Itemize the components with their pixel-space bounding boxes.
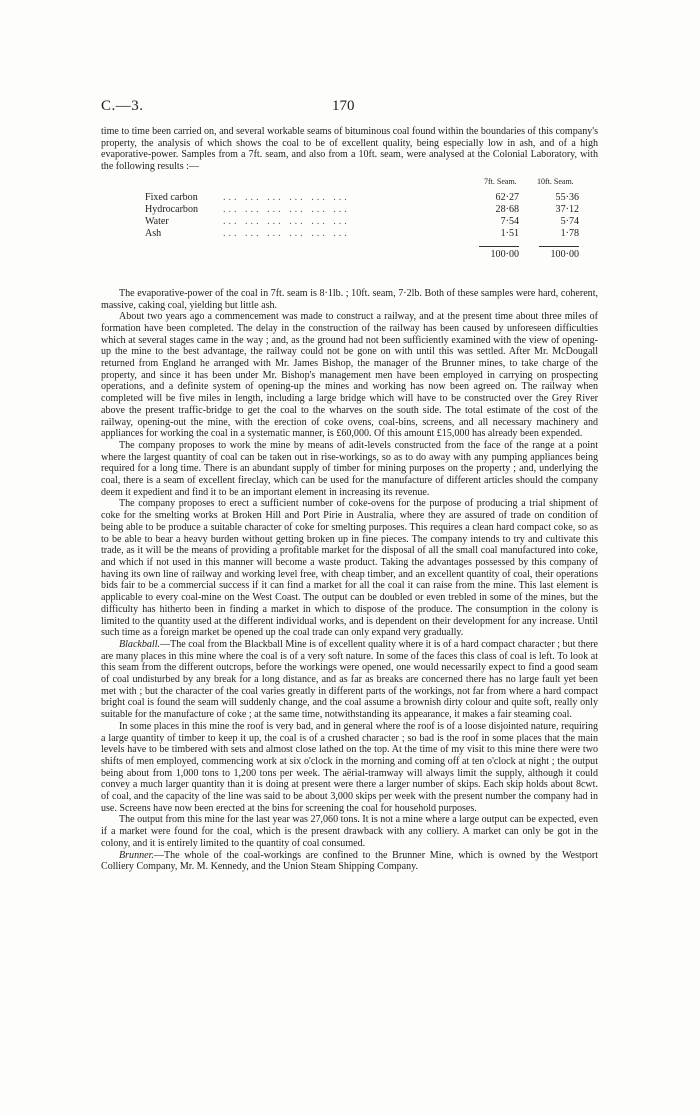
body-text bbox=[101, 126, 598, 873]
value-7ft: 28·68 bbox=[495, 203, 519, 215]
row-label: Hydrocarbon bbox=[145, 203, 199, 215]
value-10ft: 5·74 bbox=[560, 215, 579, 227]
paragraph: About two years ago a commencement was made to construct a railway, and at the present time about three miles of formation have been completed. The delay in the construction of the railway has been caused by unforeseen difficulties which at several stages came in the way ; and, as the ground had not been sufficiently examined with the view of opening-up the mine to the best advantage, the railway could not be gone on with until this was settled. After Mr. McDougall returned from England he arranged with Mr. James Bishop, the manager of the Brunner mines, to take charge of the property, and since it has been under Mr. Bishop's management men have been employed in carrying on prospecting operations, and a definite system of opening-up the mines and working has now been agreed on. The railway when completed will be five miles in length, including a large bridge which will have to be constructed over the Grey River above the present traffic-bridge to get the coal to the wharves on the south side. The total estimate of the cost of the railway, opening-out the mine, with the erection of coke ovens, coal-bins, screens, and all necessary machinery and appliances for working the coal in a systematic manner, is £60,000. Of this amount £15,000 has already been expended. bbox=[101, 311, 598, 440]
value-10ft: 1·78 bbox=[560, 227, 579, 239]
intro-paragraph: time to time been carried on, and several workable seams of bituminous coal found within the boundaries of this company's property, the analysis of which shows the coal to be of excellent quality, being especially low in ash, and of a high evaporative-power. Samples from a 7ft. seam, and also from a 10ft. seam, were analysed at the Colonial Laboratory, with the following results :— bbox=[101, 126, 598, 173]
leader-dots: ... ... ... ... ... ... bbox=[223, 227, 350, 239]
paragraph: The output from this mine for the last year was 27,060 tons. It is not a mine where a large output can be expected, even if a market were found for the coal, which is the present drawback with any colliery. A market can only be got in the colony, and it is entirely limited to the quantity of coal consumed. bbox=[101, 814, 598, 849]
blackball-paragraph bbox=[101, 639, 598, 721]
leader-dots: ... ... ... ... ... ... bbox=[223, 215, 350, 227]
page-header bbox=[0, 98, 700, 118]
value-7ft: 62·27 bbox=[495, 191, 519, 203]
paragraph: The evaporative-power of the coal in 7ft. seam is 8·1lb. ; 10ft. seam, 7·2lb. Both of these samples were hard, coherent, massive, caking coal, yielding but little ash. bbox=[101, 287, 598, 311]
column-7ft-header: 7ft. Seam. bbox=[484, 176, 517, 186]
brunner-text: —The whole of the coal-workings are confined to the Brunner Mine, which is owned by the Westport Colliery Company, Mr. M. Kennedy, and the Union Steam Shipping Company. bbox=[101, 849, 598, 873]
value-10ft: 37·12 bbox=[555, 203, 579, 215]
value-10ft: 55·36 bbox=[555, 191, 579, 203]
paragraph: The company proposes to work the mine by means of adit-levels constructed from the face of the range at a point where the largest quantity of coal can be taken out in rise-workings, so as to do away with any pumping appliances being required for a long time. There is an abundant supply of timber for mining purposes on the property ; and, underlying the coal, there is a seam of excellent fireclay, which can be used for the manufacture of different articles should the company deem it expedient and find it to be an important element in increasing its revenue. bbox=[101, 439, 598, 498]
row-label: Ash bbox=[145, 227, 162, 239]
total-10ft: 100·00 bbox=[550, 248, 579, 260]
paragraph: The company proposes to erect a sufficient number of coke-ovens for the purpose of producing a trial shipment of coke for the smelting works at Broken Hill and Port Pirie in Australia, where they are assured of trade on condition of being able to be produce a suitable character of coke for smelting purposes. This requires a clean hard compact coke, so as to be able to bear a heavy burden without getting broken up in fine pieces. The company intends to try and cultivate this trade, as it will be the means of providing a profitable market for the disposal of all the small coal manufactured into coke, and which if not used in this manner will become a waste product. Taking the advantages possessed by this company of having its own line of railway and working level free, with cheap timber, and an excellent quantity of coal, their operations bids fair to be a commercial success if it can find a market for all the coal it can raise from the mine. This last element is applicable to every coal-mine on the West Coast. The output can be doubled or even trebled in some of the mines, but the difficulty has hitherto been in finding a market in which to dispose of the produce. The consumption in the colony is limited to the quantity used at the different individual works, and is dependent on their development for any increase. Until such time as a foreign market be opened up the coal trade can only expand very gradually. bbox=[101, 498, 598, 639]
total-rule bbox=[539, 246, 579, 247]
table-row bbox=[101, 204, 598, 216]
section-reference: C.—3. bbox=[101, 98, 144, 114]
value-7ft: 7·54 bbox=[500, 215, 519, 227]
table-row bbox=[101, 192, 598, 204]
column-10ft-header: 10ft. Seam. bbox=[537, 176, 574, 186]
leader-dots: ... ... ... ... ... ... bbox=[223, 203, 350, 215]
leader-dots: ... ... ... ... ... ... bbox=[223, 191, 350, 203]
brunner-heading: Brunner. bbox=[119, 849, 154, 861]
coal-analysis-table bbox=[101, 176, 598, 284]
table-row bbox=[101, 228, 598, 240]
brunner-paragraph bbox=[101, 850, 598, 873]
table-header bbox=[101, 176, 598, 188]
paragraph: In some places in this mine the roof is very bad, and in general where the roof is of a loose disjointed nature, requiring a large quantity of timber to keep it up, the coal is of a crushed character ; so bad is the roof in some places that the main levels have to be timbered with sets and almost close lathed on the top. At the time of my visit to this mine there were two shifts of men employed, commencing work at six o'clock in the morning and coming off at ten o'clock at night ; the output being about from 1,000 tons to 1,200 tons per week. The aërial-tramway will always limit the supply, although it could convey a much larger quantity than it is doing at present were there a larger number of skips. Each skip holds about 8cwt. of coal, and the capacity of the line was said to be about 3,000 skips per week with the present number the company had in use. Screens have now been erected at the bins for screening the coal for household purposes. bbox=[101, 720, 598, 814]
value-7ft: 1·51 bbox=[500, 227, 519, 239]
total-7ft: 100·00 bbox=[490, 248, 519, 260]
total-rule bbox=[479, 246, 519, 247]
table-total-row bbox=[101, 246, 598, 258]
row-label: Water bbox=[145, 215, 169, 227]
page-number: 170 bbox=[332, 98, 355, 114]
blackball-text: —The coal from the Blackball Mine is of excellent quality where it is of a hard compact character ; but there are many places in this mine where the coal is of a very soft nature. In some of the faces this class of coal is left. To look at this seam from the different outcrops, before the workings were opened, one would necessarily expect to find a good seam of coal undisturbed by any break for a long distance, and as far as breaks are concerned there has no large fault yet been met with ; but the character of the coal varies greatly in different parts of the workings, not far from where a hard compact bright coal is found the seam will suddenly change, and the coal assume a brownish dirty colour and quite soft, really only suitable for the manufacture of coke ; at the same time, notwithstanding its appearance, it makes a fair steaming coal. bbox=[101, 638, 598, 721]
row-label: Fixed carbon bbox=[145, 191, 198, 203]
blackball-heading: Blackball. bbox=[119, 638, 161, 650]
table-row bbox=[101, 216, 598, 228]
